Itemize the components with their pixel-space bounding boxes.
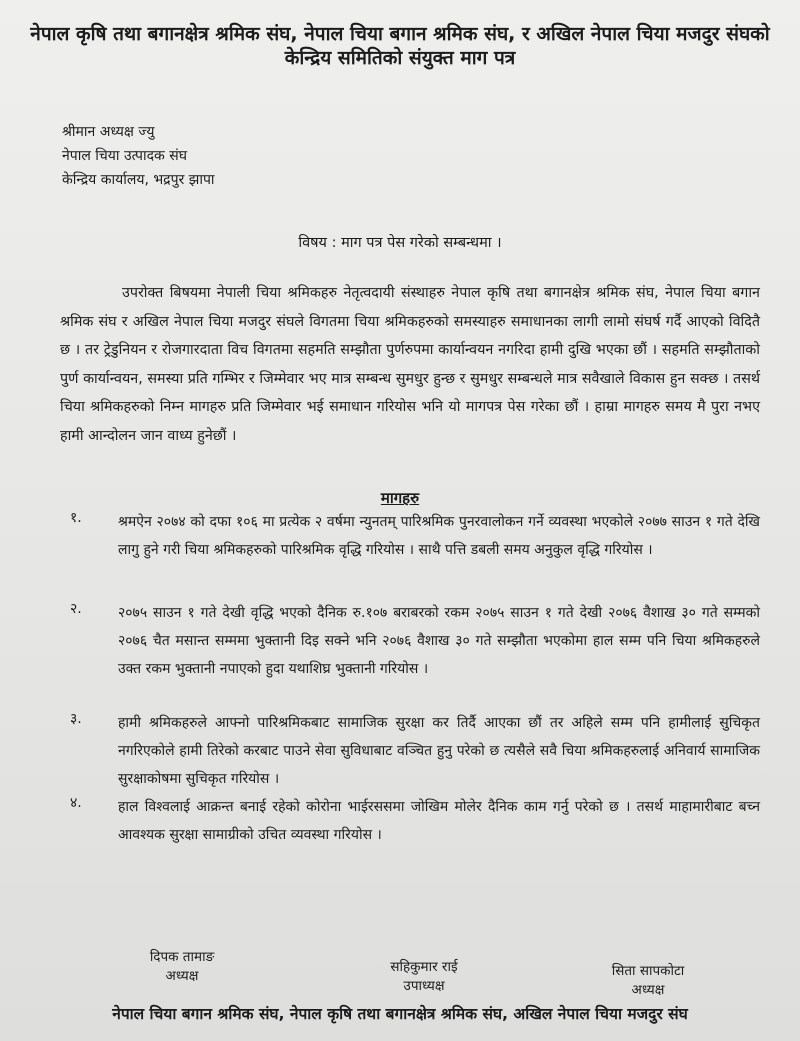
recipient-line-2: नेपाल चिया उत्पादक संघ [62, 148, 187, 164]
subject-line: विषय : माग पत्र पेस गरेको सम्बन्धमा । [298, 235, 502, 251]
recipient-line-1: श्रीमान अध्यक्ष ज्यु [62, 124, 155, 140]
demand-number: १. [70, 510, 82, 526]
signatory-name: दिपक तामाङ [149, 949, 215, 965]
signatory-role: उपाध्यक्ष [403, 978, 445, 994]
intro-paragraph [60, 279, 760, 450]
demand-text: हामी श्रमिकहरुले आफ्नो पारिश्रमिकबाट सामाजिक सुरक्षा कर तिर्दै आएका छौं तर अहिले सम्म पनि हामीलाई सुचिकृत नगरिएकोले हामी तिरेको करबाट पाउने सेवा सुविधाबाट वञ्चित हुनु परेको छ त्यसैले सवै चिया श्रमिकहरुलाई अनिवार्य सामाजिक सुरक्षाकोषमा सुचिकृत गरियोस । [118, 715, 760, 787]
demand-text: श्रमऐन २०७४ को दफा १०६ मा प्रत्येक २ वर्षमा न्युनतम् पारिश्रमिक पुनरवालोकन गर्ने व्यवस्था भएकोले २०७७ साउन १ गते देखि लागु हुने गरी चिया श्रमिकहरुको पारिश्रमिक वृद्धि गरियोस । साथै पत्ति डबली समय अनुकुल वृद्धि गरियोस । [118, 514, 760, 558]
demand-number: २. [70, 601, 82, 617]
demands-heading: मागहरु [380, 489, 420, 507]
demand-text: २०७५ साउन १ गते देखी वृद्धि भएको दैनिक रु.१०७ बराबरको रकम २०७५ साउन १ गते देखी २०७६ वैशाख ३० गते सम्मको २०७६ चैत मसान्त सम्ममा भुक्तानी दिइ सक्ने भनि २०७६ वैशाख ३० गते सम्झौता भएकोमा हाल सम्म पनि चिया श्रमिकहरुले उक्त रकम भुक्तानी नपाएको हुदा यथाशिघ्र भुक्तानी गरियोस । [118, 605, 760, 677]
signatory-vice-president [354, 958, 494, 996]
demand-number: ४. [70, 795, 82, 811]
document-title-line-2: केन्द्रिय समितिको संयुक्त माग पत्र [284, 47, 516, 69]
signatory-president-2 [578, 962, 718, 1000]
intro-text: उपरोक्त बिषयमा नेपाली चिया श्रमिकहरु नेतृत्वदायी संस्थाहरु नेपाल कृषि तथा बगानक्षेत्र श्रमिक संघ, नेपाल चिया बगान श्रमिक संघ र अखिल नेपाल चिया मजदुर संघले विगतमा चिया श्रमिकहरुको समस्याहरु समाधानका लागी लामो संघर्ष गर्दै आएको विदितै छ । तर ट्रेडुनियन र रोजगारदाता विच विगतमा सहमति सम्झौता पुर्णरुपमा कार्यान्वयन नगरिदा हामी दुखि भएका छौं । सहमति सम्झौताको पुर्ण कार्यान्वयन, समस्या प्रति गम्भिर र जिम्मेवार भए मात्र सम्बन्ध सुमधुर हुन्छ र सुमधुर सम्बन्धले मात्र सवैखाले विकास हुन सक्छ । तसर्थ चिया श्रमिकहरुको निम्न मागहरु प्रति जिम्मेवार भई समाधान गरियोस भनि यो मागपत्र पेस गरेका छौं । हाम्रा मागहरु समय मै पुरा नभए हामी आन्दोलन जान वाध्य हुनेछौं । [60, 285, 760, 444]
document-title-line-1: नेपाल कृषि तथा बगानक्षेत्र श्रमिक संघ, नेपाल चिया बगान श्रमिक संघ, र अखिल नेपाल चिया मजदुर संघको [30, 23, 770, 45]
signatory-role: अध्यक्ष [631, 982, 665, 998]
demand-text: हाल विश्वलाई आक्रन्त बनाई रहेको कोरोना भाईरससमा जोखिम मोलेर दैनिक काम गर्नु परेको छ । तसर्थ माहामारीबाट बच्न आवश्यक सुरक्षा सामाग्रीको उचित व्यवस्था गरियोस । [118, 799, 760, 843]
signatory-president-1 [112, 948, 252, 986]
recipient-line-3: केन्द्रिय कार्यालय, भद्रपुर झापा [62, 172, 215, 188]
signatory-role: अध्यक्ष [165, 968, 199, 984]
signatory-name: सहिकुमार राई [390, 959, 458, 975]
demand-number: ३. [70, 711, 82, 727]
signatory-name: सिता सापकोटा [611, 963, 685, 979]
recipient-address [62, 120, 215, 192]
union-names-footer: नेपाल चिया बगान श्रमिक संघ, नेपाल कृषि तथा बगानक्षेत्र श्रमिक संघ, अखिल नेपाल चिया मजदुर संघ [112, 1005, 688, 1023]
